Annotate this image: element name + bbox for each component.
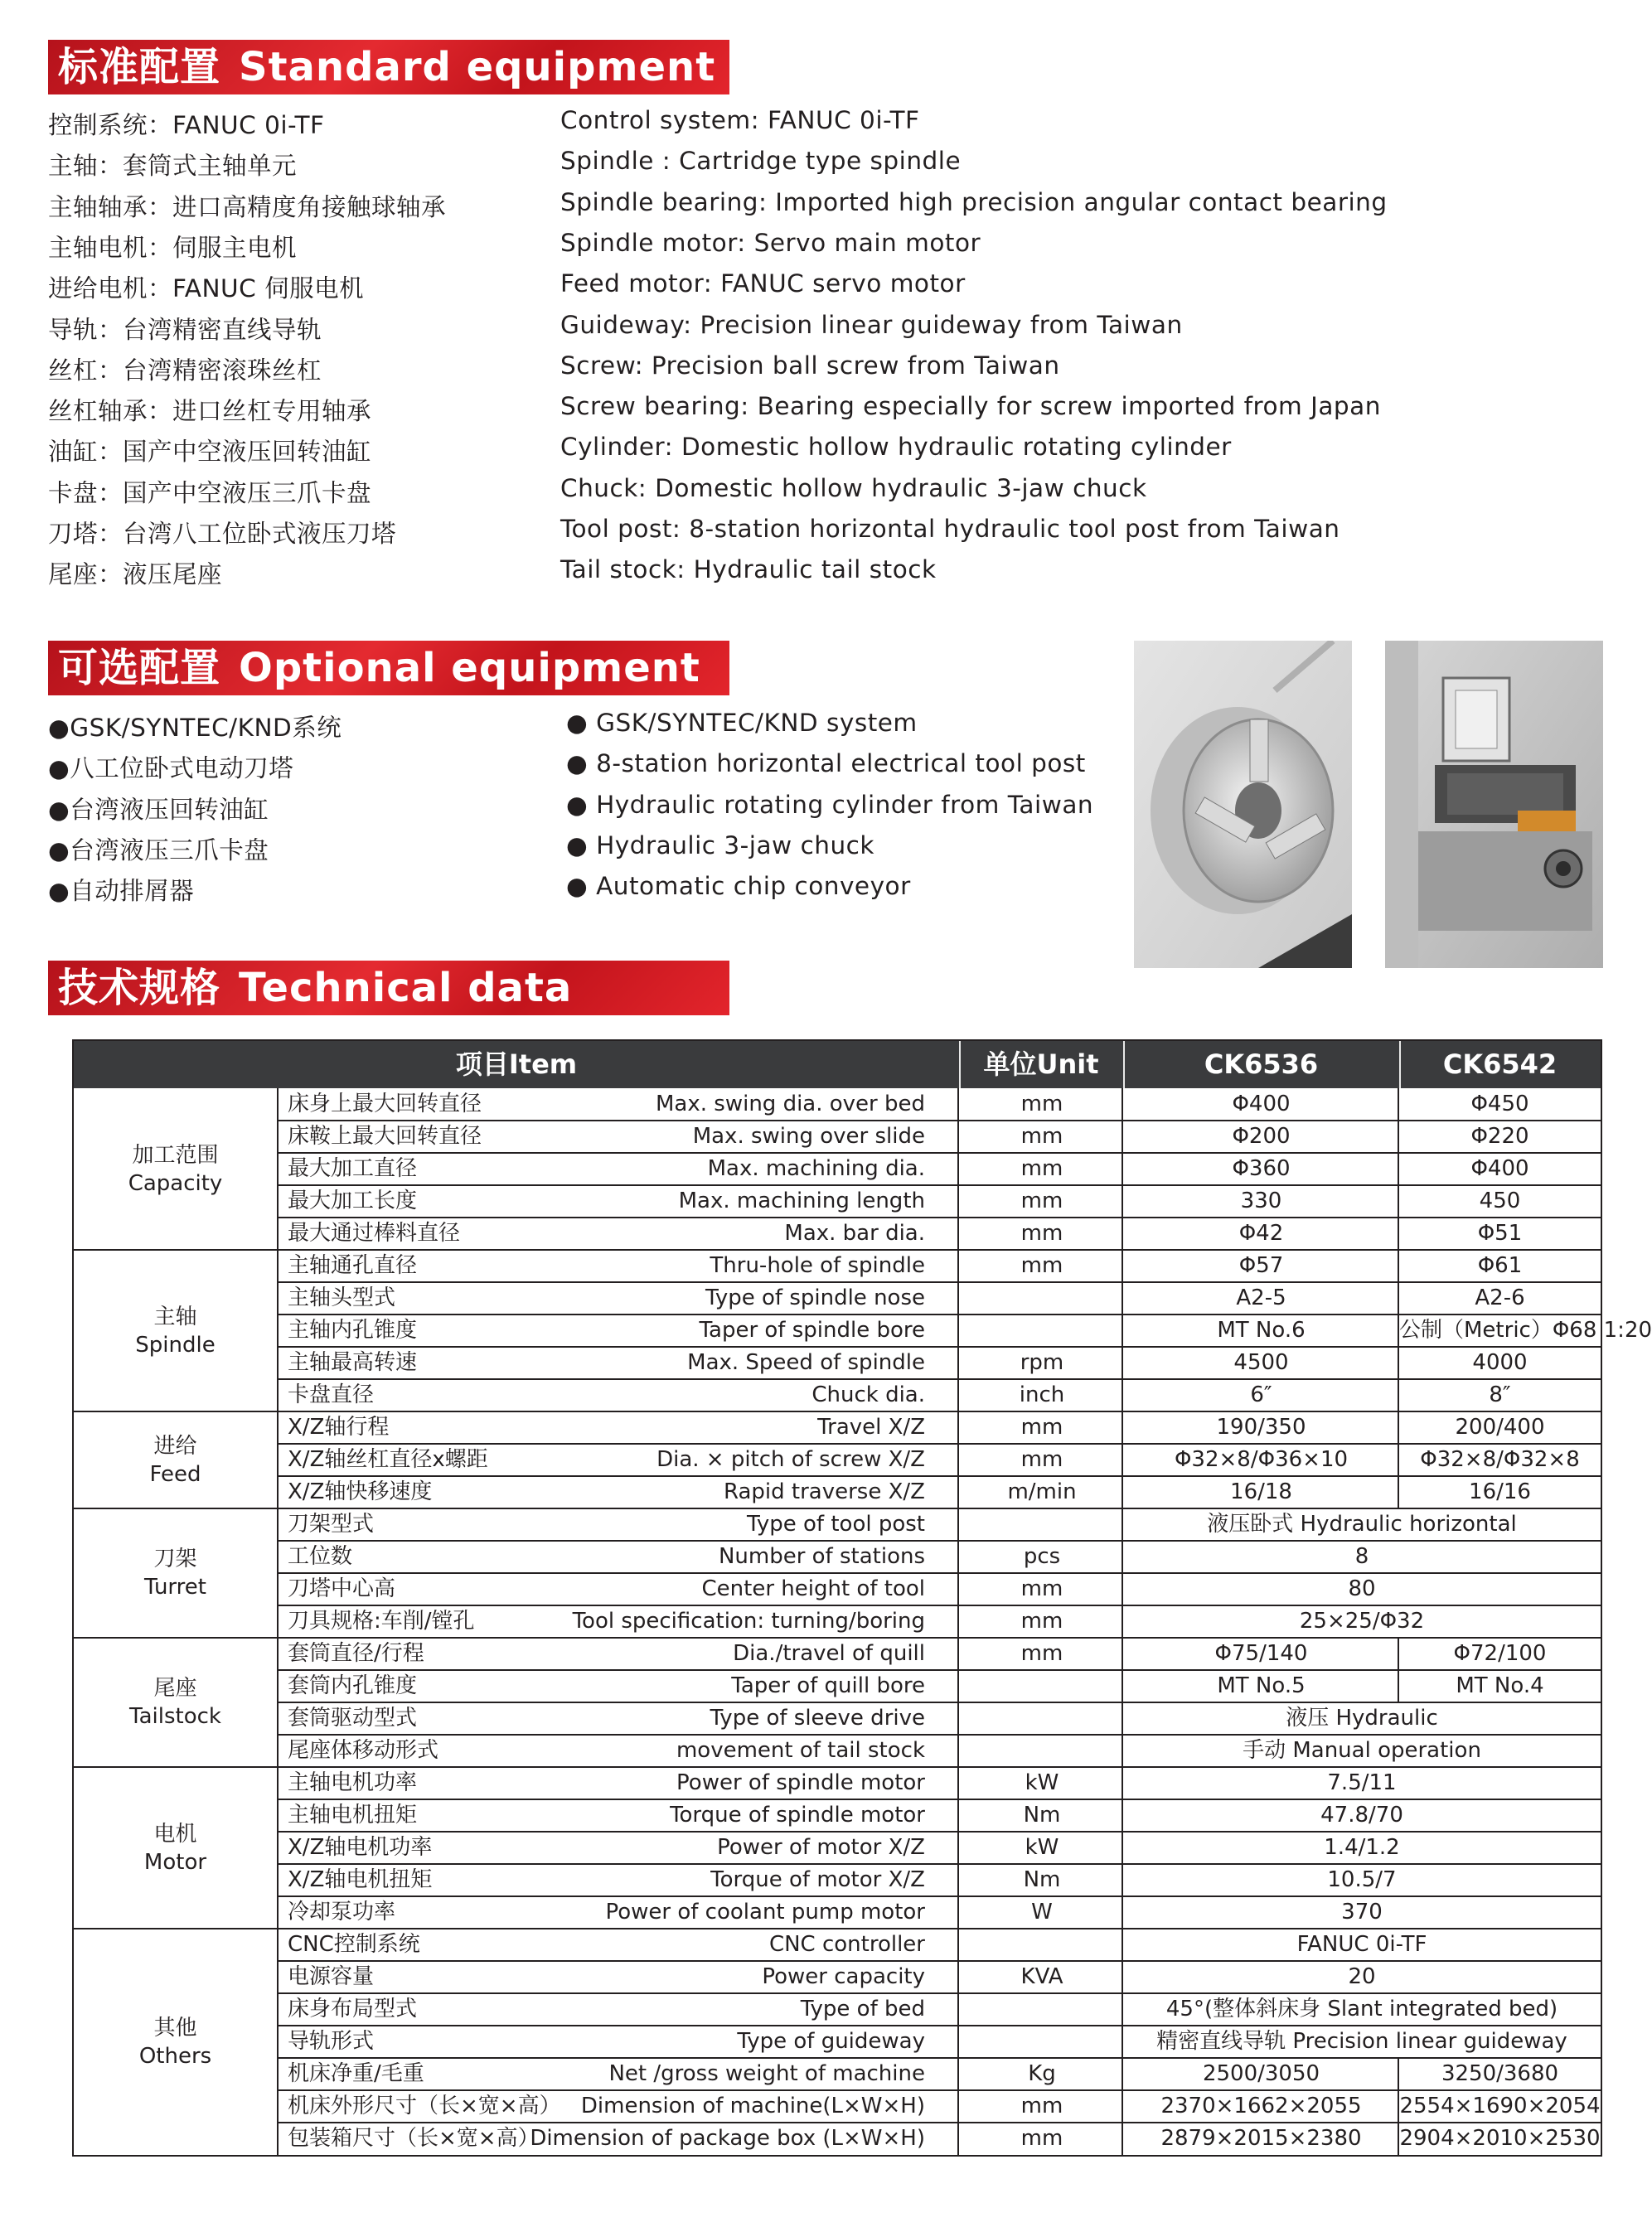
header-divider bbox=[1123, 1041, 1125, 1088]
row-value-ck6536: MT No.5 bbox=[1217, 1673, 1306, 1698]
table-row bbox=[279, 1508, 1601, 1541]
row-unit: mm bbox=[1020, 1221, 1063, 1246]
standard-item-en: Spindle bearing: Imported high precision angular contact bearing bbox=[560, 187, 1388, 216]
cell-divider bbox=[1398, 1411, 1399, 1444]
row-value-ck6542: 2904×2010×2530 bbox=[1399, 2126, 1601, 2151]
row-label-zh: 最大通过棒料直径 bbox=[288, 1221, 461, 1246]
row-value-ck6536: 2500/3050 bbox=[1202, 2061, 1320, 2086]
row-value-ck6542: 450 bbox=[1479, 1189, 1521, 1213]
group-label-en: Capacity bbox=[128, 1170, 223, 1196]
row-divider bbox=[279, 1992, 1601, 1994]
row-label-en: Max. machining dia. bbox=[707, 1156, 925, 1181]
optional-item-zh: ●台湾液压回转油缸 bbox=[48, 795, 269, 824]
standard-item-zh: 油缸：国产中空液压回转油缸 bbox=[48, 438, 372, 467]
row-unit: mm bbox=[1020, 2094, 1063, 2118]
row-unit: kW bbox=[1025, 1770, 1059, 1795]
row-value-ck6536: 2879×2015×2380 bbox=[1160, 2126, 1362, 2151]
row-unit: mm bbox=[1020, 1253, 1063, 1278]
standard-item-zh: 尾座：液压尾座 bbox=[48, 560, 223, 589]
row-label-zh: X/Z轴电机扭矩 bbox=[288, 1867, 433, 1892]
cell-divider bbox=[1398, 2090, 1399, 2123]
cell-divider bbox=[1398, 1315, 1399, 1347]
standard-item-zh: 进给电机：FANUC 伺服电机 bbox=[48, 274, 365, 303]
row-unit: pcs bbox=[1023, 1544, 1061, 1569]
row-label-zh: 工位数 bbox=[288, 1544, 353, 1569]
cell-divider bbox=[1398, 1153, 1399, 1185]
group-label bbox=[74, 1638, 279, 1767]
standard-item-en: Spindle : Cartridge type spindle bbox=[560, 147, 962, 176]
cell-divider bbox=[1398, 1379, 1399, 1411]
table-row bbox=[279, 1121, 1601, 1153]
row-label-zh: 主轴电机功率 bbox=[288, 1770, 418, 1795]
row-label-zh: X/Z轴电机功率 bbox=[288, 1835, 433, 1860]
header-unit: 单位Unit bbox=[983, 1048, 1099, 1080]
group-label-zh: 刀架 bbox=[153, 1547, 197, 1571]
group-label bbox=[74, 1250, 279, 1411]
table-row bbox=[279, 1444, 1601, 1476]
row-unit: rpm bbox=[1020, 1350, 1064, 1375]
row-divider bbox=[279, 1799, 1601, 1800]
standard-item-en: Control system: FANUC 0i-TF bbox=[560, 106, 920, 134]
group-label-en: Motor bbox=[143, 1849, 207, 1875]
section-header-optional bbox=[48, 641, 729, 695]
row-value-shared: 25×25/Φ32 bbox=[1299, 1609, 1425, 1634]
row-label-en: Number of stations bbox=[718, 1544, 925, 1569]
table-row bbox=[279, 1185, 1601, 1218]
row-value-shared: 手动 Manual operation bbox=[1243, 1738, 1481, 1763]
row-divider bbox=[279, 1217, 1601, 1218]
spec-table bbox=[72, 1039, 1652, 2157]
optional-item-zh: ●八工位卧式电动刀塔 bbox=[48, 754, 294, 783]
row-label-en: Max. machining length bbox=[678, 1189, 925, 1213]
section-title-zh: 技术规格 bbox=[58, 965, 221, 1011]
row-value-ck6536: 2370×1662×2055 bbox=[1160, 2094, 1362, 2118]
row-divider bbox=[279, 1184, 1601, 1186]
table-row bbox=[279, 1864, 1601, 1896]
cell-divider bbox=[1398, 2123, 1399, 2155]
row-unit: mm bbox=[1020, 1189, 1063, 1213]
row-value-ck6542: Φ400 bbox=[1470, 1156, 1529, 1181]
row-divider bbox=[279, 2025, 1601, 2026]
cell-divider bbox=[1398, 1476, 1399, 1508]
section-header-standard bbox=[48, 40, 729, 94]
group-label-zh: 电机 bbox=[153, 1821, 197, 1847]
row-label-zh: 床鞍上最大回转直径 bbox=[288, 1124, 482, 1149]
row-value-ck6542: Φ220 bbox=[1470, 1124, 1529, 1149]
row-label-zh: 电源容量 bbox=[288, 1964, 375, 1989]
row-label-en: CNC controller bbox=[768, 1932, 925, 1957]
row-value-ck6542: 8″ bbox=[1489, 1382, 1511, 1407]
standard-item-en: Spindle motor: Servo main motor bbox=[560, 228, 981, 257]
standard-item-zh: 刀塔：台湾八工位卧式液压刀塔 bbox=[48, 520, 397, 548]
row-label-zh: 尾座体移动形式 bbox=[288, 1738, 439, 1763]
group-label-en: Others bbox=[138, 2043, 212, 2069]
row-divider bbox=[279, 1443, 1601, 1445]
table-row bbox=[279, 1573, 1601, 1605]
standard-item-zh: 主轴电机：伺服主电机 bbox=[48, 233, 298, 262]
row-value-ck6536: Φ200 bbox=[1232, 1124, 1291, 1149]
table-row bbox=[279, 1605, 1601, 1638]
table-row bbox=[279, 1250, 1601, 1282]
row-value-ck6536: Φ400 bbox=[1232, 1092, 1291, 1116]
row-value-ck6542: 200/400 bbox=[1455, 1415, 1545, 1440]
group-label-en: Spindle bbox=[135, 1332, 216, 1358]
row-unit: mm bbox=[1020, 1641, 1063, 1666]
table-row bbox=[279, 1702, 1601, 1735]
header-model-2: CK6542 bbox=[1442, 1048, 1558, 1080]
row-value-ck6536: 6″ bbox=[1250, 1382, 1272, 1407]
row-unit: mm bbox=[1020, 1415, 1063, 1440]
row-value-shared: 20 bbox=[1348, 1964, 1376, 1989]
section-title-zh: 可选配置 bbox=[58, 645, 221, 691]
row-label-zh: CNC控制系统 bbox=[288, 1932, 420, 1957]
row-value-shared: 液压卧式 Hydraulic horizontal bbox=[1207, 1512, 1517, 1537]
row-value-ck6536: Φ42 bbox=[1238, 1221, 1284, 1246]
row-unit: kW bbox=[1025, 1835, 1059, 1860]
row-label-zh: 套筒驱动型式 bbox=[288, 1706, 418, 1731]
row-divider bbox=[279, 1896, 1601, 1897]
row-label-zh: 主轴通孔直径 bbox=[288, 1253, 418, 1278]
standard-item-en: Feed motor: FANUC servo motor bbox=[560, 269, 966, 298]
table-row bbox=[279, 1638, 1601, 1670]
cell-divider bbox=[1398, 2058, 1399, 2090]
row-label-en: Max. swing over slide bbox=[692, 1124, 925, 1149]
row-label-en: Type of sleeve drive bbox=[710, 1706, 925, 1731]
row-label-zh: 床身布局型式 bbox=[288, 1997, 418, 2021]
optional-item-en: ● 8-station horizontal electrical tool post bbox=[566, 749, 1086, 778]
column-divider bbox=[1122, 1088, 1123, 2155]
row-divider bbox=[279, 1346, 1601, 1348]
row-value-ck6536: MT No.6 bbox=[1217, 1318, 1306, 1343]
optional-item-en: ● Hydraulic 3-jaw chuck bbox=[566, 830, 874, 859]
row-label-zh: 卡盘直径 bbox=[288, 1382, 375, 1407]
row-label-en: Dimension of package box (L×W×H) bbox=[530, 2126, 925, 2151]
row-divider bbox=[279, 1572, 1601, 1574]
table-row bbox=[279, 1929, 1601, 1961]
table-row bbox=[279, 1088, 1601, 1121]
optional-item-zh: ●自动排屑器 bbox=[48, 877, 195, 906]
row-value-shared: 液压 Hydraulic bbox=[1286, 1706, 1438, 1731]
cell-divider bbox=[1398, 1121, 1399, 1153]
optional-item-en: ● Hydraulic rotating cylinder from Taiwan bbox=[566, 790, 1094, 819]
optional-item-en: ● GSK/SYNTEC/KND system bbox=[566, 709, 918, 737]
row-value-ck6536: 190/350 bbox=[1216, 1415, 1306, 1440]
column-divider bbox=[957, 1088, 959, 2155]
row-unit: mm bbox=[1020, 1156, 1063, 1181]
standard-item-en: Chuck: Domestic hollow hydraulic 3-jaw chuck bbox=[560, 473, 1147, 502]
group-label bbox=[74, 1508, 279, 1638]
row-value-ck6542: MT No.4 bbox=[1456, 1673, 1544, 1698]
row-label-en: Max. Speed of spindle bbox=[687, 1350, 925, 1375]
table-row bbox=[279, 1993, 1601, 2026]
row-unit: KVA bbox=[1020, 1964, 1063, 1989]
table-row bbox=[279, 1799, 1601, 1832]
standard-item-zh: 丝杠轴承：进口丝杠专用轴承 bbox=[48, 397, 372, 426]
row-label-en: Max. swing dia. over bed bbox=[656, 1092, 925, 1116]
row-label-en: Travel X/Z bbox=[817, 1415, 925, 1440]
row-label-en: Tool specification: turning/boring bbox=[572, 1609, 925, 1634]
cell-divider bbox=[1398, 1670, 1399, 1702]
row-value-ck6536: Φ75/140 bbox=[1214, 1641, 1308, 1666]
section-header-technical bbox=[48, 961, 729, 1015]
row-value-shared: 7.5/11 bbox=[1327, 1770, 1397, 1795]
header-divider bbox=[959, 1041, 961, 1088]
row-unit: Nm bbox=[1023, 1803, 1061, 1828]
row-label-en: Dia. × pitch of screw X/Z bbox=[656, 1447, 925, 1472]
row-divider bbox=[279, 1605, 1601, 1606]
row-label-zh: 主轴最高转速 bbox=[288, 1350, 418, 1375]
row-value-ck6542: 16/16 bbox=[1469, 1479, 1531, 1504]
standard-item-en: Screw bearing: Bearing especially for screw imported from Japan bbox=[560, 392, 1381, 421]
row-unit: mm bbox=[1020, 1124, 1063, 1149]
row-value-ck6542: Φ61 bbox=[1477, 1253, 1523, 1278]
row-label-zh: 刀具规格:车削/镗孔 bbox=[288, 1609, 475, 1634]
group-label-zh: 主轴 bbox=[153, 1304, 197, 1329]
section-title-en: Optional equipment bbox=[239, 645, 700, 691]
table-row bbox=[279, 1153, 1601, 1185]
row-unit: Nm bbox=[1023, 1867, 1061, 1892]
row-divider bbox=[279, 1475, 1601, 1477]
optional-item-zh: ●台湾液压三爪卡盘 bbox=[48, 835, 269, 864]
standard-item-zh: 控制系统：FANUC 0i-TF bbox=[48, 111, 325, 139]
row-divider bbox=[279, 1734, 1601, 1736]
row-value-ck6536: 16/18 bbox=[1230, 1479, 1292, 1504]
row-value-shared: 47.8/70 bbox=[1320, 1803, 1403, 1828]
row-label-en: Power of coolant pump motor bbox=[605, 1900, 925, 1925]
row-label-en: Dimension of machine(L×W×H) bbox=[580, 2094, 925, 2118]
row-label-en: Power of spindle motor bbox=[676, 1770, 925, 1795]
table-row bbox=[279, 1832, 1601, 1864]
row-value-shared: 精密直线导轨 Precision linear guideway bbox=[1156, 2029, 1567, 2054]
row-label-zh: 刀塔中心高 bbox=[288, 1576, 396, 1601]
table-row bbox=[279, 1476, 1601, 1508]
standard-item-zh: 主轴：套筒式主轴单元 bbox=[48, 152, 298, 181]
cell-divider bbox=[1398, 1444, 1399, 1476]
row-divider bbox=[279, 2122, 1601, 2123]
row-unit: mm bbox=[1020, 1576, 1063, 1601]
row-divider bbox=[279, 1960, 1601, 1962]
cell-divider bbox=[1398, 1185, 1399, 1218]
group-label-en: Tailstock bbox=[129, 1704, 221, 1729]
cell-divider bbox=[1398, 1638, 1399, 1670]
row-label-en: Type of guideway bbox=[737, 2029, 925, 2054]
row-value-ck6536: A2-5 bbox=[1236, 1285, 1286, 1310]
row-divider bbox=[279, 1314, 1601, 1315]
row-value-shared: FANUC 0i-TF bbox=[1296, 1932, 1427, 1957]
row-label-en: Max. bar dia. bbox=[784, 1221, 925, 1246]
row-value-ck6536: Φ32×8/Φ36×10 bbox=[1174, 1447, 1349, 1472]
row-divider bbox=[279, 1669, 1601, 1671]
row-label-en: Torque of spindle motor bbox=[670, 1803, 925, 1828]
table-row bbox=[279, 1541, 1601, 1573]
row-divider bbox=[279, 1281, 1601, 1283]
chuck-photo bbox=[1134, 641, 1352, 968]
row-divider bbox=[279, 1863, 1601, 1865]
row-unit: mm bbox=[1020, 2126, 1063, 2151]
header-divider bbox=[1399, 1041, 1401, 1088]
group-label bbox=[74, 1767, 279, 1929]
row-label-en: Type of tool post bbox=[747, 1512, 925, 1537]
cell-divider bbox=[1398, 1218, 1399, 1250]
standard-item-zh: 导轨：台湾精密直线导轨 bbox=[48, 315, 322, 344]
group-label bbox=[74, 1929, 279, 2155]
group-label bbox=[74, 1088, 279, 1250]
row-label-en: Dia./travel of quill bbox=[733, 1641, 925, 1666]
row-divider bbox=[279, 2089, 1601, 2091]
cell-divider bbox=[1398, 1347, 1399, 1379]
row-value-shared: 8 bbox=[1354, 1544, 1369, 1569]
row-label-en: Net /gross weight of machine bbox=[608, 2061, 925, 2086]
row-label-en: Taper of quill bore bbox=[731, 1673, 925, 1698]
row-label-zh: 最大加工直径 bbox=[288, 1156, 418, 1181]
cell-divider bbox=[1398, 1282, 1399, 1315]
table-row bbox=[279, 1670, 1601, 1702]
row-label-en: Rapid traverse X/Z bbox=[723, 1479, 925, 1504]
section-title-en: Standard equipment bbox=[239, 44, 716, 90]
standard-item-zh: 卡盘：国产中空液压三爪卡盘 bbox=[48, 478, 372, 507]
row-unit: inch bbox=[1019, 1382, 1065, 1407]
group-label-zh: 其他 bbox=[153, 2015, 197, 2041]
table-row bbox=[279, 1735, 1601, 1767]
group-label-zh: 尾座 bbox=[153, 1676, 197, 1701]
table-row bbox=[279, 1347, 1601, 1379]
group-label-zh: 加工范围 bbox=[132, 1142, 219, 1168]
optional-item-en: ● Automatic chip conveyor bbox=[566, 872, 911, 901]
row-label-zh: 床身上最大回转直径 bbox=[288, 1092, 482, 1116]
cell-divider bbox=[1398, 1250, 1399, 1282]
row-label-en: Power capacity bbox=[762, 1964, 925, 1989]
row-label-zh: 主轴电机扭矩 bbox=[288, 1803, 418, 1828]
row-divider bbox=[279, 1378, 1601, 1380]
row-label-en: movement of tail stock bbox=[676, 1738, 925, 1763]
row-label-en: Center height of tool bbox=[701, 1576, 925, 1601]
section-title-en: Technical data bbox=[239, 965, 573, 1011]
table-row bbox=[279, 2090, 1601, 2123]
section-title-zh: 标准配置 bbox=[58, 44, 221, 90]
group-label-en: Feed bbox=[149, 1461, 201, 1487]
row-divider bbox=[279, 1120, 1601, 1121]
table-row bbox=[279, 1411, 1601, 1444]
header-item: 项目Item bbox=[455, 1048, 578, 1080]
row-value-ck6542: Φ72/100 bbox=[1453, 1641, 1547, 1666]
standard-item-en: Tool post: 8-station horizontal hydraulic tool post from Taiwan bbox=[560, 515, 1340, 543]
row-label-zh: X/Z轴快移速度 bbox=[288, 1479, 433, 1504]
cell-divider bbox=[1398, 1088, 1399, 1121]
table-row bbox=[279, 2026, 1601, 2058]
row-value-ck6536: 330 bbox=[1240, 1189, 1282, 1213]
row-label-zh: 机床净重/毛重 bbox=[288, 2061, 424, 2086]
header-model-1: CK6536 bbox=[1204, 1048, 1319, 1080]
row-value-ck6536: Φ57 bbox=[1238, 1253, 1284, 1278]
row-divider bbox=[279, 1702, 1601, 1703]
row-label-zh: 导轨形式 bbox=[288, 2029, 375, 2054]
table-row bbox=[279, 1961, 1601, 1993]
row-label-zh: 冷却泵功率 bbox=[288, 1900, 396, 1925]
row-label-zh: 最大加工长度 bbox=[288, 1189, 418, 1213]
row-label-zh: 主轴内孔锥度 bbox=[288, 1318, 418, 1343]
row-value-shared: 45°(整体斜床身 Slant integrated bed) bbox=[1165, 1997, 1558, 2021]
row-label-en: Power of motor X/Z bbox=[717, 1835, 925, 1860]
row-label-zh: 套筒内孔锥度 bbox=[288, 1673, 418, 1698]
row-divider bbox=[279, 2057, 1601, 2059]
row-value-shared: 80 bbox=[1348, 1576, 1376, 1601]
row-label-zh: X/Z轴行程 bbox=[288, 1415, 390, 1440]
row-unit: mm bbox=[1020, 1092, 1063, 1116]
table-row bbox=[279, 1315, 1652, 1347]
row-label-en: Type of bed bbox=[800, 1997, 925, 2021]
row-value-shared: 1.4/1.2 bbox=[1324, 1835, 1400, 1860]
row-value-ck6542: 2554×1690×2054 bbox=[1399, 2094, 1601, 2118]
row-unit: m/min bbox=[1007, 1479, 1077, 1504]
table-row bbox=[279, 2058, 1601, 2090]
row-label-en: Type of spindle nose bbox=[705, 1285, 925, 1310]
row-label-en: Thru-hole of spindle bbox=[710, 1253, 925, 1278]
standard-item-en: Guideway: Precision linear guideway from Taiwan bbox=[560, 310, 1183, 339]
row-label-en: Chuck dia. bbox=[811, 1382, 925, 1407]
row-label-zh: 刀架型式 bbox=[288, 1512, 375, 1537]
group-label bbox=[74, 1411, 279, 1508]
standard-item-zh: 主轴轴承：进口高精度角接触球轴承 bbox=[48, 192, 447, 221]
row-value-ck6542: 3250/3680 bbox=[1441, 2061, 1559, 2086]
table-row bbox=[279, 1767, 1601, 1799]
row-value-ck6542: 4000 bbox=[1472, 1350, 1528, 1375]
turret-photo bbox=[1385, 641, 1603, 968]
table-header bbox=[74, 1041, 1601, 1088]
row-divider bbox=[279, 1831, 1601, 1833]
row-value-shared: 10.5/7 bbox=[1327, 1867, 1397, 1892]
row-divider bbox=[279, 1540, 1601, 1542]
row-label-zh: 主轴头型式 bbox=[288, 1285, 396, 1310]
row-unit: Kg bbox=[1028, 2061, 1056, 2086]
table-row bbox=[279, 1379, 1601, 1411]
row-label-zh: X/Z轴丝杠直径x螺距 bbox=[288, 1447, 488, 1472]
row-value-ck6536: 4500 bbox=[1233, 1350, 1289, 1375]
standard-item-en: Cylinder: Domestic hollow hydraulic rotating cylinder bbox=[560, 433, 1232, 462]
row-value-ck6542: A2-6 bbox=[1475, 1285, 1525, 1310]
standard-item-en: Tail stock: Hydraulic tail stock bbox=[560, 555, 937, 584]
row-divider bbox=[279, 1152, 1601, 1154]
row-value-ck6542: Φ32×8/Φ32×8 bbox=[1420, 1447, 1580, 1472]
standard-item-zh: 丝杠：台湾精密滚珠丝杠 bbox=[48, 356, 322, 385]
table-row bbox=[279, 2123, 1601, 2155]
standard-item-en: Screw: Precision ball screw from Taiwan bbox=[560, 351, 1060, 380]
row-unit: mm bbox=[1020, 1447, 1063, 1472]
row-label-zh: 机床外形尺寸（长×宽×高） bbox=[288, 2094, 561, 2118]
table-row bbox=[279, 1282, 1601, 1315]
row-value-ck6542: 公制（Metric）Φ68 1:20 bbox=[1399, 1318, 1652, 1343]
row-label-zh: 包装箱尺寸（长×宽×高） bbox=[288, 2126, 540, 2151]
table-row bbox=[279, 1218, 1601, 1250]
row-label-en: Torque of motor X/Z bbox=[710, 1867, 925, 1892]
row-value-shared: 370 bbox=[1341, 1900, 1383, 1925]
group-label-zh: 进给 bbox=[153, 1433, 197, 1459]
row-label-en: Taper of spindle bore bbox=[699, 1318, 925, 1343]
row-label-zh: 套筒直径/行程 bbox=[288, 1641, 424, 1666]
row-unit: mm bbox=[1020, 1609, 1063, 1634]
row-value-ck6542: Φ51 bbox=[1477, 1221, 1523, 1246]
optional-item-zh: ●GSK/SYNTEC/KND系统 bbox=[48, 714, 342, 742]
row-unit: W bbox=[1031, 1900, 1053, 1925]
row-value-ck6536: Φ360 bbox=[1232, 1156, 1291, 1181]
table-row bbox=[279, 1896, 1601, 1929]
row-value-ck6542: Φ450 bbox=[1470, 1092, 1529, 1116]
group-label-en: Turret bbox=[144, 1575, 206, 1600]
